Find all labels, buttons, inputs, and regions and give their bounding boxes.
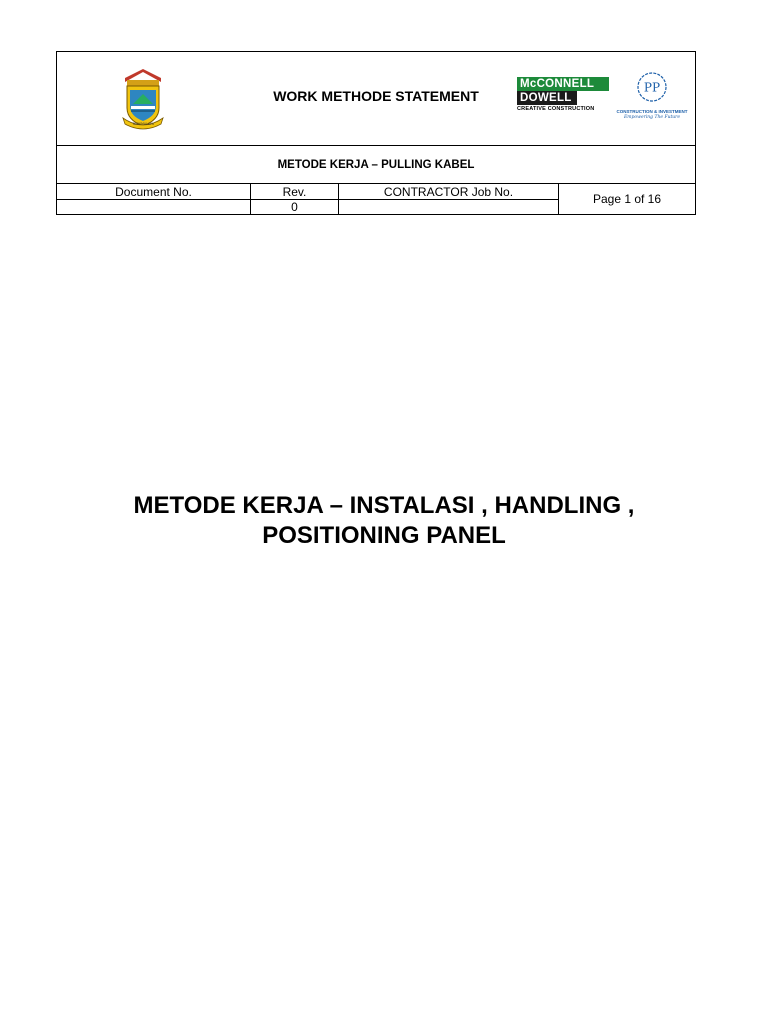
- crest-banner-text: TASIKMALAYA: [132, 122, 154, 126]
- document-no-value: [57, 200, 251, 215]
- main-title-line-1: METODE KERJA – INSTALASI , HANDLING ,: [133, 492, 635, 519]
- pp-caption: CONSTRUCTION & INVESTMENT: [616, 109, 688, 114]
- document-header-table: [56, 51, 696, 215]
- pp-logo: [615, 71, 689, 121]
- main-title-line-2: POSITIONING PANEL: [262, 522, 506, 549]
- rev-value: 0: [251, 200, 339, 215]
- rev-label: Rev.: [251, 184, 339, 200]
- regional-crest-icon: [119, 68, 167, 130]
- page-number: Page 1 of 16: [559, 184, 696, 215]
- pp-tagline: Empowering The Future: [624, 115, 680, 120]
- mcconnell-text: McCONNELL: [517, 77, 609, 91]
- document-type-title: WORK METHODE STATEMENT: [273, 88, 479, 104]
- pp-emblem-icon: [636, 71, 668, 103]
- contractor-job-value: [339, 200, 559, 215]
- header-logo-row: [57, 52, 696, 146]
- document-main-title: [60, 491, 708, 551]
- mcconnell-dowell-logo: [517, 77, 609, 112]
- dowell-text: DOWELL: [517, 91, 577, 105]
- document-subtitle: METODE KERJA – PULLING KABEL: [57, 146, 696, 184]
- mcd-tagline: CREATIVE CONSTRUCTION: [517, 106, 595, 112]
- document-no-label: Document No.: [57, 184, 251, 200]
- contractor-job-label: CONTRACTOR Job No.: [339, 184, 559, 200]
- pp-mark-text: PP: [643, 80, 661, 95]
